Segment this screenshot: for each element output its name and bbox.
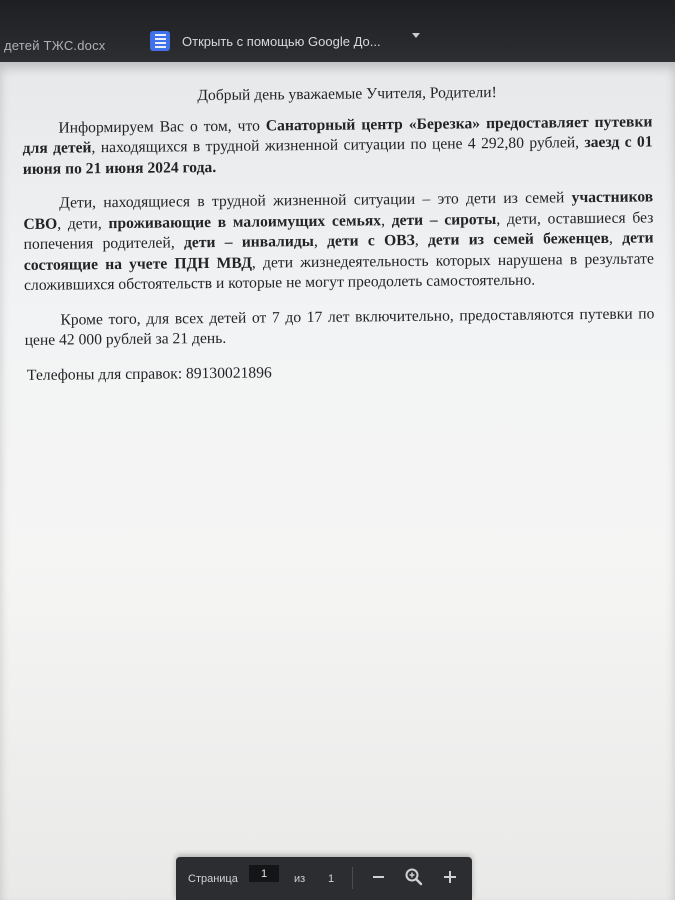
text-span: , дети, оставшиеся без попечения родителей, <box>23 208 654 253</box>
bold-span: дети – инвалиды <box>183 232 314 252</box>
of-label: из <box>294 873 306 885</box>
bold-span: дети – сироты <box>391 210 497 229</box>
viewer-toolbar <box>0 0 675 62</box>
total-pages: 1 <box>328 873 335 885</box>
text-span: , <box>313 232 328 250</box>
bold-span: дети с ОВЗ <box>327 231 415 250</box>
text-span: , <box>380 211 392 229</box>
paragraph-info <box>22 112 653 180</box>
text-span: , дети жизнедеятельность которых нарушена в результате сложившихся обстоятельств и которые не могут преодолеть самостоятельно. <box>23 249 654 294</box>
google-docs-icon <box>150 31 170 51</box>
divider <box>352 867 353 889</box>
caret-down-icon[interactable] <box>412 33 420 38</box>
paragraph-price: Кроме того, для всех детей от 7 до 17 лет включительно, предоставляются путевки по цене 42 000 рублей за 21 день. <box>24 304 655 349</box>
page-label: Страница <box>188 873 238 885</box>
text-span: , дети, <box>57 214 109 233</box>
open-with-label: Открыть с помощью Google До... <box>182 33 381 49</box>
minus-icon[interactable] <box>366 865 390 889</box>
text-span: , находящихся в трудной жизненной ситуации по цене 4 292,80 рублей, <box>91 134 585 157</box>
page-navigation-bar <box>176 857 472 900</box>
plus-icon[interactable] <box>438 865 462 889</box>
text-span: , <box>608 229 623 247</box>
current-page-input[interactable] <box>249 865 279 882</box>
bold-span: Санаторный центр «Березка» предоставляет путевки для детей <box>22 112 653 157</box>
paragraph-definition <box>23 187 654 296</box>
bold-span: проживающие в малоимущих семьях <box>108 211 382 232</box>
text-span: Информируем Вас о том, что <box>58 116 266 137</box>
bold-span: дети из семей беженцев <box>427 229 610 249</box>
bold-span: участников СВО <box>23 188 654 233</box>
open-with-google-docs-button[interactable] <box>150 28 381 54</box>
text-span: , <box>414 231 429 249</box>
file-name: детей ТЖС.docx <box>4 38 106 53</box>
text-span: Дети, находящиеся в трудной жизненной ситуации – это дети из семей <box>59 189 572 212</box>
document-greeting: Добрый день уважаемые Учителя, Родители! <box>197 84 497 105</box>
magnifier-icon[interactable] <box>402 865 426 889</box>
bold-span: дети состоящие на учете ПДН МВД <box>23 229 654 274</box>
contact-phones: Телефоны для справок: 89130021896 <box>26 363 272 384</box>
document-body <box>22 81 655 386</box>
bold-span: заезд с 01 июня по 21 июня 2024 года. <box>22 133 653 178</box>
